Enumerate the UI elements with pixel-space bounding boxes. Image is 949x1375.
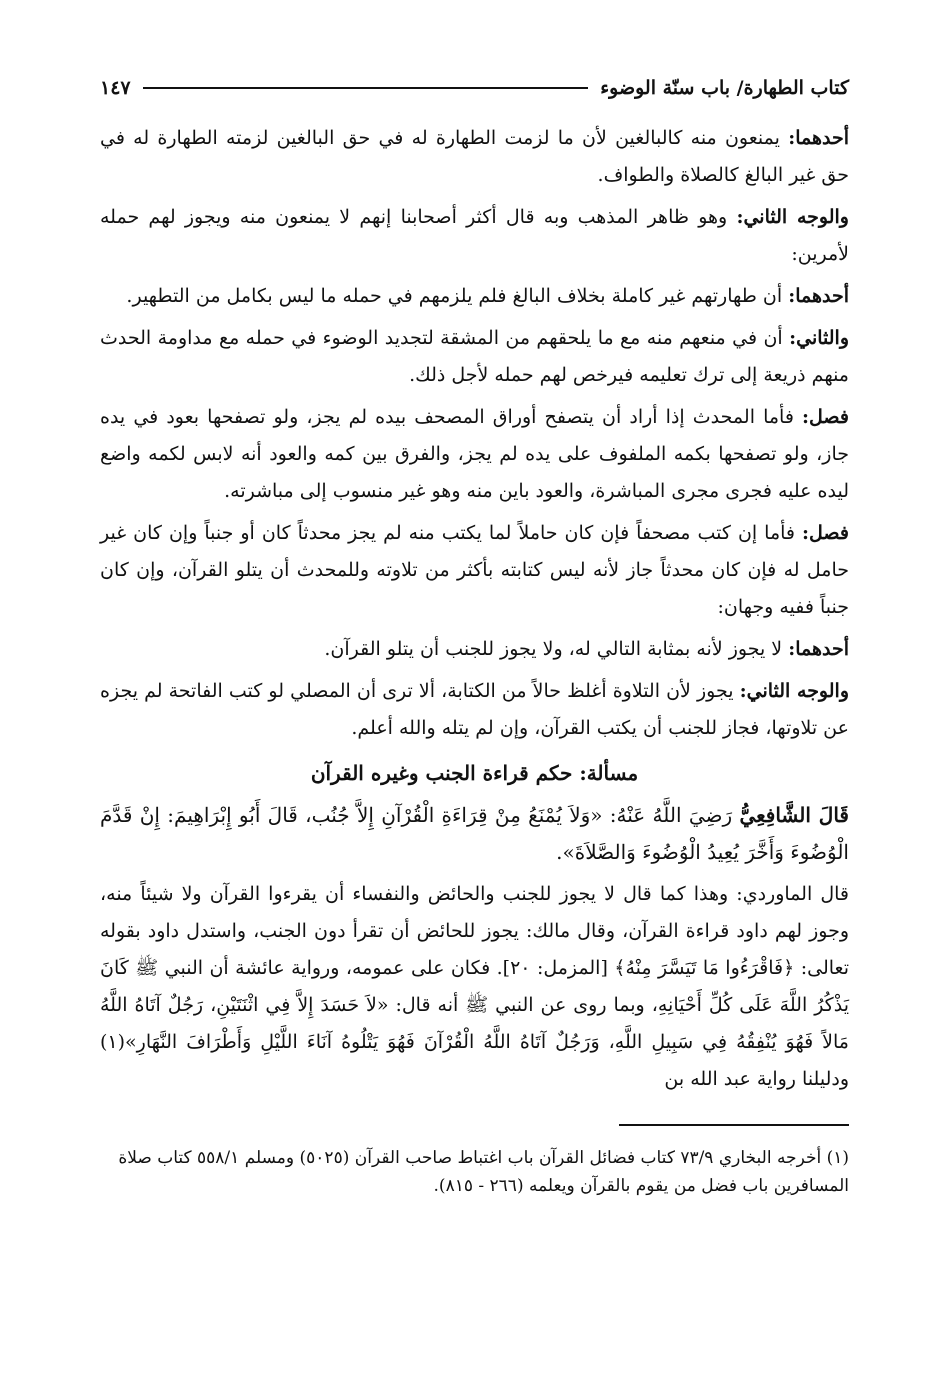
- footnote: (١) أخرجه البخاري ٧٣/٩ كتاب فضائل القرآن باب اغتباط صاحب القرآن (٥٠٢٥) ومسلم ٥٥٨/١ كتاب صلاة المسافرين باب فضل من يقوم بالقرآن ويعلمه (٢٦٦ - ٨١٥).: [118, 1148, 849, 1196]
- paragraph-text: فأما المحدث إذا أراد أن يتصفح أوراق المصحف بيده لم يجز، ولو تصفحها بعود في يده جاز، ولو تصفحها بكمه الملفوف على يده لم يجز، والفرق بين كمه والعود أنه لابس لكمه واضع ليده عليه فجرى مجرى المباشرة، والعود باين منه وهو غير منسوب إلى مباشرته.: [100, 406, 849, 502]
- paragraph-lead: أحدهما:: [788, 638, 849, 660]
- shafii-quote: [100, 797, 849, 871]
- paragraph-text: أن طهارتهم غير كاملة بخلاف البالغ فلم يلزمهم في حمله ما ليس بكامل من التطهير.: [126, 285, 789, 307]
- section-heading: مسألة: حكم قراءة الجنب وغيره القرآن: [310, 761, 639, 785]
- header-title: كتاب الطهارة/ باب سنّة الوضوء: [600, 77, 849, 99]
- quote-text: رَضِيَ اللَّهُ عَنْهُ: «وَلاَ يُمْنَعُ مِنْ قِرَاءَةِ الْقُرْآنِ إِلاَّ جُنُب، قَالَ أَبُو إِبْرَاهِيمَ: إِنْ قَدَّمَ الْوُضُوءَ وَأَخَّرَ يُعِيدُ الْوُضُوءَ وَالصَّلاَةَ».: [100, 803, 849, 864]
- final-paragraph: قال الماوردي: وهذا كما قال لا يجوز للجنب والحائض والنفساء أن يقرءوا القرآن ولا شيئاً منه، وجوز لهم داود قراءة القرآن، وقال مالك: يجوز للحائض أن تقرأ دون الجنب، واستدل داود بقوله تعالى: ﴿فَاقْرَءُوا مَا تَيَسَّرَ مِنْهُ﴾ [المزمل: ٢٠]. فكان على عمومه، ورواية عائشة أن النبي ﷺ كَانَ يَذْكُرُ اللَّهَ عَلَى كُلِّ أَحْيَانِهِ، وبما روى عن النبي ﷺ أنه قال: «لاَ حَسَدَ إِلاَّ فِي اثْنَتَيْنِ، رَجُلٌ آتَاهُ اللَّهُ مَالاً فَهُوَ يُنْفِقُهُ فِي سَبِيلِ اللَّهِ، وَرَجُلٌ آتَاهُ اللَّهُ الْقُرْآنَ فَهُوَ يَتْلُوهُ آنَاءَ اللَّيْلِ وَأَطْرَافَ النَّهَارِ»(١) ودليلنا رواية عبد الله بن: [100, 883, 849, 1090]
- running-header: [100, 70, 849, 106]
- page-number: ١٤٧: [100, 77, 131, 99]
- paragraph-4: [100, 320, 849, 394]
- paragraph-1: [100, 120, 849, 194]
- paragraph-5: [100, 399, 849, 510]
- paragraph-text: أن في منعهم منه مع ما يلحقهم من المشقة لتجديد الوضوء في حمله مع مداومة الحدث منهم ذريعة إلى ترك تعليمه فيرخص لهم حمله لأجل ذلك.: [100, 327, 849, 386]
- page-body: [100, 120, 849, 1200]
- footnote-divider: [619, 1124, 849, 1126]
- paragraph-lead: أحدهما:: [788, 127, 849, 149]
- paragraph-2: [100, 199, 849, 273]
- paragraph-lead: فصل:: [802, 406, 849, 428]
- paragraph-lead: والوجه الثاني:: [739, 680, 849, 702]
- paragraph-6: [100, 515, 849, 626]
- paragraph-text: لا يجوز لأنه بمثابة التالي له، ولا يجوز للجنب أن يتلو القرآن.: [324, 638, 789, 660]
- paragraph-text: يجوز لأن التلاوة أغلظ حالاً من الكتابة، ألا ترى أن المصلي لو كتب الفاتحة لم يجزه عن تلاوتها، فجاز للجنب أن يكتب القرآن، وإن لم يتله والله أعلم.: [100, 680, 849, 739]
- paragraph-text: وهو ظاهر المذهب وبه قال أكثر أصحابنا إنهم لا يمنعون منه ويجوز لهم حمله لأمرين:: [100, 206, 849, 265]
- quote-lead: قَالَ الشَّافِعِيُّ: [739, 803, 849, 827]
- paragraph-lead: فصل:: [802, 522, 849, 544]
- paragraph-7: [100, 631, 849, 668]
- header-rule: [143, 87, 589, 89]
- paragraph-lead: والثاني:: [789, 327, 849, 349]
- paragraph-lead: والوجه الثاني:: [736, 206, 849, 228]
- paragraph-3: [100, 278, 849, 315]
- paragraph-text: يمنعون منه كالبالغين لأن ما لزمت الطهارة له في حق البالغين لزمته الطهارة له في حق غير البالغ كالصلاة والطواف.: [100, 127, 849, 186]
- paragraph-text: فأما إن كتب مصحفاً فإن كان حاملاً لما يكتب منه لم يجز محدثاً كان أو جنباً وإن كان غير حامل له فإن كان محدثاً جاز لأنه ليس كتابته بأكثر من تلاوته وللمحدث أن يتلو القرآن، وإن كان جنباً ففيه وجهان:: [100, 522, 849, 618]
- paragraph-8: [100, 673, 849, 747]
- paragraph-lead: أحدهما:: [788, 285, 849, 307]
